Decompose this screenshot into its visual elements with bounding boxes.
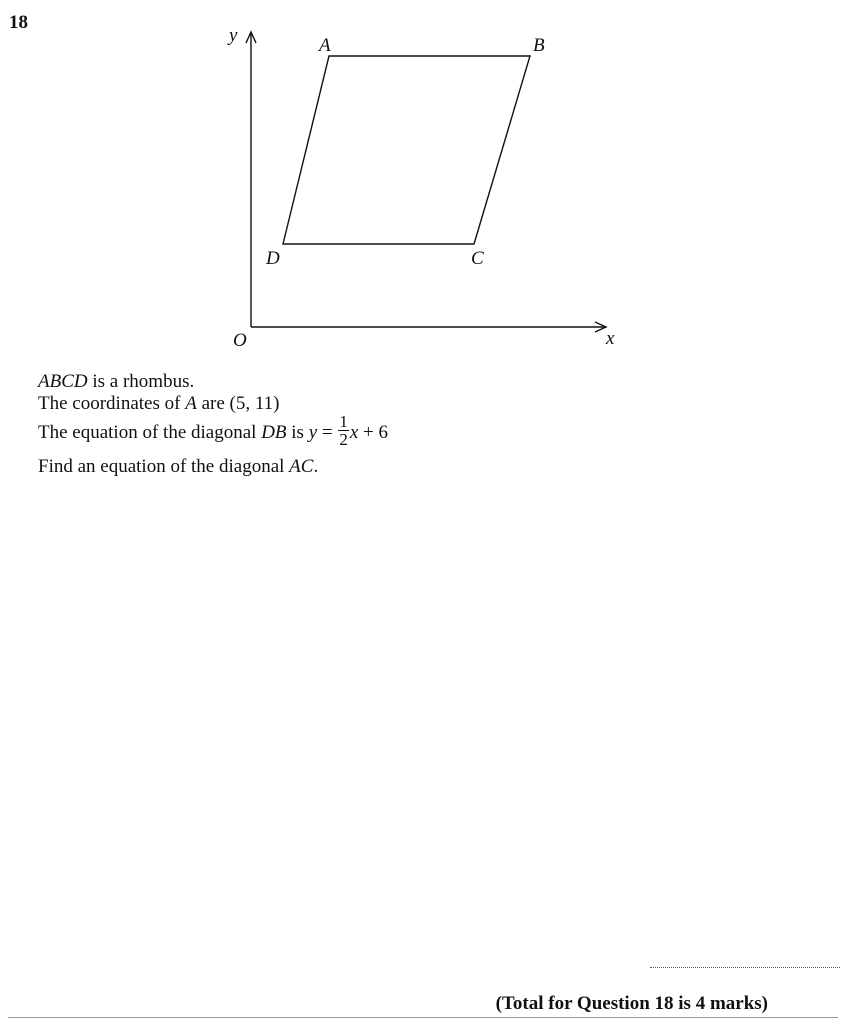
rhombus-diagram — [0, 0, 844, 360]
bottom-divider — [8, 1017, 838, 1018]
fraction-numerator: 1 — [339, 412, 348, 431]
equation-is: is — [286, 421, 309, 443]
vertex-d-label: D — [266, 248, 280, 269]
statement-text: is a rhombus. — [87, 371, 195, 392]
y-axis-label: y — [229, 25, 238, 46]
equation-text: The equation of the diagonal — [38, 421, 262, 443]
equation-constant: + 6 — [358, 421, 389, 443]
answer-line[interactable] — [650, 967, 840, 968]
shape-name: ABCD — [38, 371, 88, 392]
coordinates-value: are (5, 11) — [196, 393, 280, 414]
coordinates-text: The coordinates of — [38, 393, 186, 414]
equation-y: y — [308, 421, 318, 443]
vertex-b-label: B — [533, 35, 545, 56]
diagonal-name: DB — [261, 421, 287, 443]
equation-x: x — [349, 421, 359, 443]
vertex-c-label: C — [471, 248, 484, 269]
total-marks: (Total for Question 18 is 4 marks) — [495, 993, 768, 1014]
task-period: . — [313, 456, 319, 477]
coordinates-statement — [38, 393, 279, 415]
fraction — [338, 413, 349, 448]
target-diagonal: AC — [289, 456, 314, 477]
task-text: Find an equation of the diagonal — [38, 456, 290, 477]
task-instruction — [38, 456, 318, 478]
equation-equals: = — [317, 421, 338, 443]
rhombus-statement — [38, 371, 194, 393]
vertex-a-label: A — [319, 35, 331, 56]
point-name: A — [185, 393, 197, 414]
origin-label: O — [233, 330, 247, 351]
fraction-denominator: 2 — [339, 430, 348, 449]
question-number: 18 — [9, 12, 28, 33]
x-axis-label: x — [606, 328, 615, 349]
diagonal-equation-statement — [38, 412, 389, 451]
rhombus-shape — [283, 56, 530, 244]
